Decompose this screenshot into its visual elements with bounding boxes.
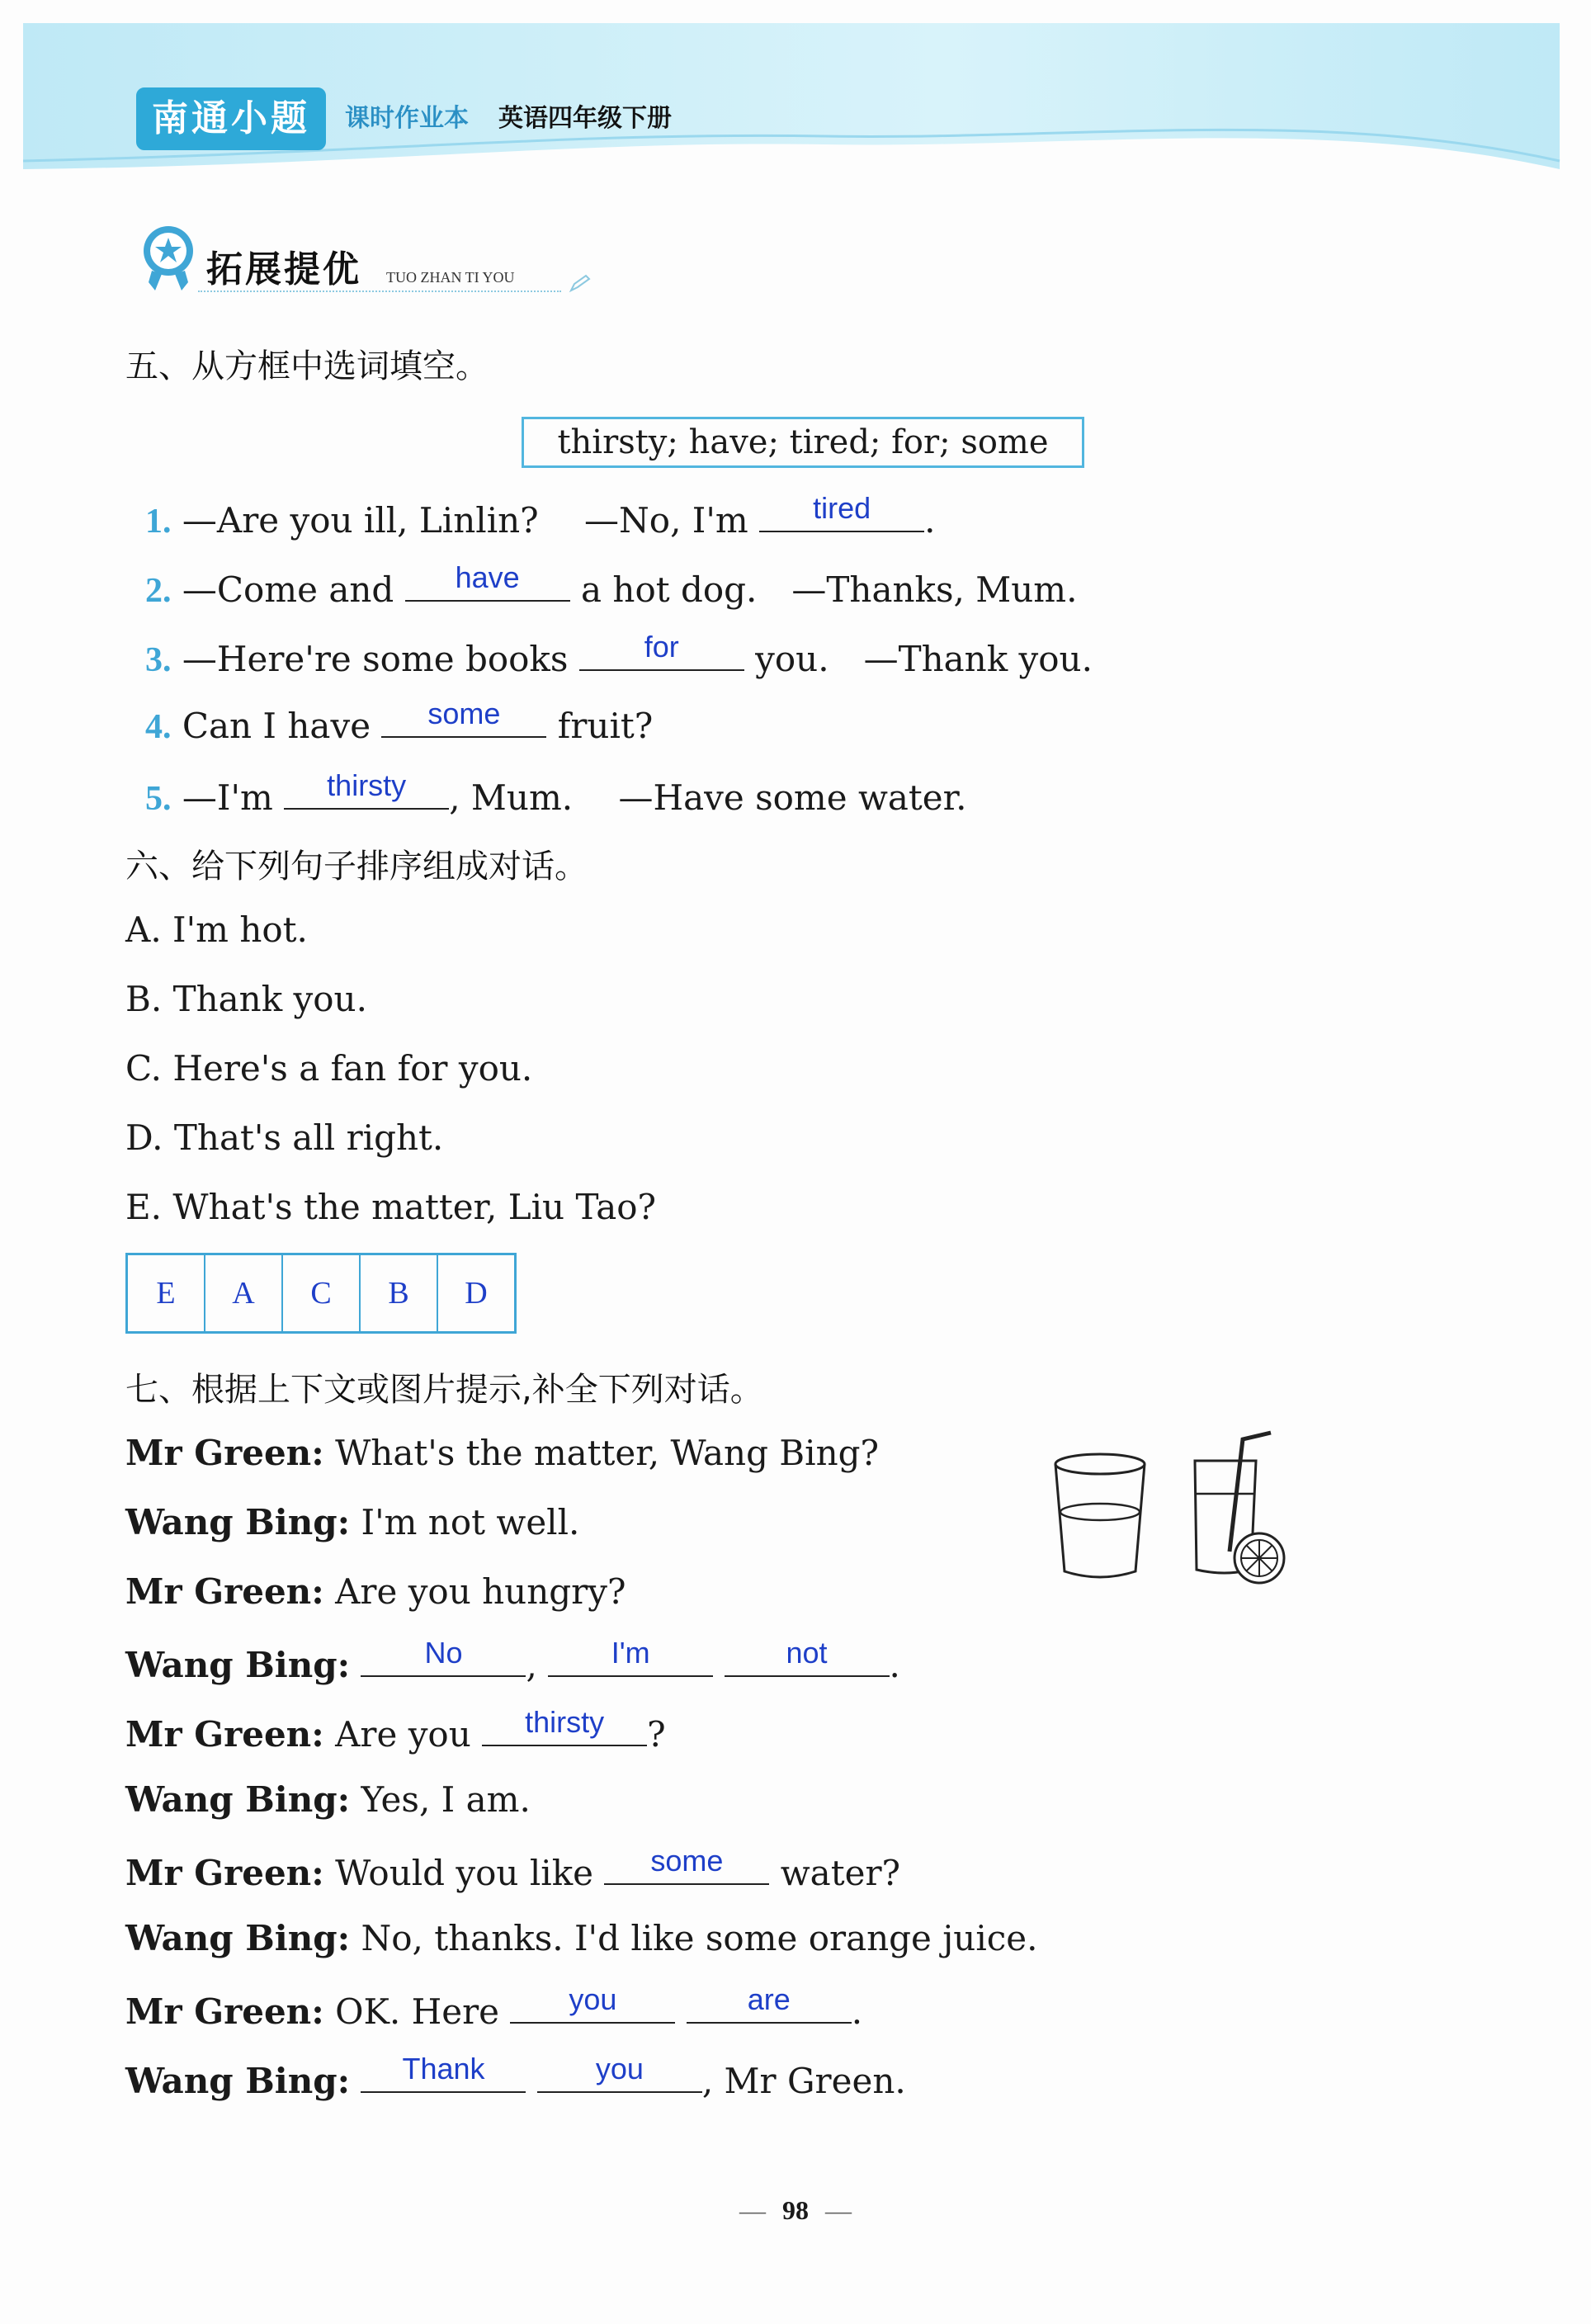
dialogue-text: Are you xyxy=(335,1714,471,1755)
answer-blank[interactable] xyxy=(361,2052,526,2093)
dialogue-line xyxy=(125,1571,626,1612)
answer-blank[interactable] xyxy=(537,2052,702,2093)
section-divider xyxy=(198,290,561,292)
section-title: 拓展提优 xyxy=(206,248,361,290)
q5-item-4 xyxy=(145,697,654,747)
dialogue-text: Yes, I am. xyxy=(361,1779,531,1820)
answer-text: thirsty xyxy=(327,768,407,802)
order-cell[interactable]: D xyxy=(465,1276,488,1311)
speaker-name: Mr Green: xyxy=(125,1714,324,1755)
answer-blank[interactable] xyxy=(361,1636,526,1677)
item-text: —Here're some books xyxy=(182,639,569,679)
speaker-name: Wang Bing: xyxy=(125,1645,351,1685)
answer-text: have xyxy=(455,560,520,594)
item-text: —I'm xyxy=(182,777,273,818)
answer-text: are xyxy=(747,1982,791,2016)
q5-item-2 xyxy=(145,560,1078,612)
dialogue-text: ? xyxy=(647,1714,666,1755)
answer-blank[interactable] xyxy=(604,1844,769,1885)
answer-blank[interactable] xyxy=(687,1982,852,2024)
speaker-name: Mr Green: xyxy=(125,1571,324,1612)
q6-option-d: D. That's all right. xyxy=(125,1117,444,1158)
dialogue-text: water? xyxy=(780,1853,901,1893)
dialogue-line xyxy=(125,1779,531,1820)
dialogue-text: Are you hungry? xyxy=(335,1571,626,1612)
answer-blank[interactable] xyxy=(725,1636,890,1677)
answer-blank[interactable] xyxy=(482,1705,647,1746)
q6-heading: 六、给下列句子排序组成对话。 xyxy=(125,848,588,886)
section-pinyin: TUO ZHAN TI YOU xyxy=(386,269,515,286)
subject-title: 英语四年级下册 xyxy=(498,104,672,133)
answer-text: tired xyxy=(813,491,871,525)
series-name: 课时作业本 xyxy=(345,104,469,133)
item-text: a hot dog. —Thanks, Mum. xyxy=(581,569,1078,610)
brand-logo: 南通小题 xyxy=(136,87,326,150)
order-cell[interactable]: B xyxy=(361,1255,438,1331)
answer-text: you xyxy=(595,2052,644,2085)
dialogue-line xyxy=(125,1844,901,1893)
dialogue-line xyxy=(125,1705,666,1755)
order-cell[interactable]: C xyxy=(283,1255,361,1331)
word-box: thirsty; have; tired; for; some xyxy=(522,417,1084,468)
dialogue-line xyxy=(125,1433,879,1473)
speaker-name: Wang Bing: xyxy=(125,1502,351,1542)
page-header xyxy=(0,0,1591,177)
answer-blank[interactable] xyxy=(510,1982,675,2024)
orange-juice-icon xyxy=(1185,1428,1292,1593)
dialogue-line: Wang Bing: No , I'm not . xyxy=(125,1636,900,1685)
page-number xyxy=(0,2195,1591,2226)
item-text: Can I have xyxy=(182,706,371,746)
dialogue-line xyxy=(125,1502,579,1542)
speaker-name: Wang Bing: xyxy=(125,1918,351,1958)
answer-text: I'm xyxy=(611,1636,650,1670)
answer-blank[interactable] xyxy=(381,697,546,738)
answer-text: you xyxy=(569,1982,617,2016)
dialogue-line xyxy=(125,1918,1038,1958)
order-cell[interactable]: A xyxy=(205,1255,283,1331)
dialogue-line xyxy=(125,1982,863,2032)
item-number: 3. xyxy=(145,641,172,679)
q6-option-a: A. I'm hot. xyxy=(125,909,308,950)
q5-item-1 xyxy=(145,491,936,543)
answer-text: Thank xyxy=(402,2052,485,2085)
item-text: —Are you ill, Linlin? —No, I'm xyxy=(182,500,748,541)
answer-text: for xyxy=(644,630,679,664)
q7-heading: 七、根据上下文或图片提示,补全下列对话。 xyxy=(125,1371,763,1409)
item-number: 4. xyxy=(145,708,172,746)
item-number: 2. xyxy=(145,572,172,610)
pencil-icon xyxy=(568,274,592,294)
star-medal-icon xyxy=(137,223,201,294)
dialogue-text: Would you like xyxy=(335,1853,594,1893)
answer-blank[interactable] xyxy=(759,491,924,532)
answer-blank[interactable] xyxy=(548,1636,713,1677)
dialogue-text: , Mr Green. xyxy=(701,2061,906,2101)
dash: — xyxy=(739,2195,766,2225)
item-number: 1. xyxy=(145,503,172,541)
dash: — xyxy=(825,2195,852,2225)
speaker-name: Wang Bing: xyxy=(125,2061,351,2101)
item-text: —Come and xyxy=(182,569,394,610)
speaker-name: Mr Green: xyxy=(125,1433,324,1473)
page-number-value: 98 xyxy=(782,2195,809,2225)
water-glass-icon xyxy=(1046,1436,1154,1585)
dialogue-text: OK. Here xyxy=(335,1991,500,2032)
answer-order-box xyxy=(125,1253,517,1334)
q5-item-3 xyxy=(145,632,1093,682)
item-text: fruit? xyxy=(557,706,654,746)
speaker-name: Mr Green: xyxy=(125,1853,324,1893)
q6-option-e: E. What's the matter, Liu Tao? xyxy=(125,1187,657,1227)
answer-blank[interactable] xyxy=(579,630,744,671)
speaker-name: Wang Bing: xyxy=(125,1779,351,1820)
q6-option-b: B. Thank you. xyxy=(125,979,367,1019)
q6-option-c: C. Here's a fan for you. xyxy=(125,1048,533,1089)
dialogue-line xyxy=(125,2052,906,2101)
speaker-name: Mr Green: xyxy=(125,1991,324,2032)
dialogue-text: I'm not well. xyxy=(361,1502,580,1542)
answer-text: No xyxy=(424,1636,463,1670)
answer-text: not xyxy=(786,1636,828,1670)
answer-text: thirsty xyxy=(525,1705,605,1739)
answer-blank[interactable] xyxy=(284,768,449,810)
dialogue-text: What's the matter, Wang Bing? xyxy=(335,1433,880,1473)
answer-blank[interactable] xyxy=(405,560,570,602)
dialogue-text: No, thanks. I'd like some orange juice. xyxy=(361,1918,1038,1958)
answer-text: some xyxy=(650,1844,724,1878)
dialogue-text: . xyxy=(851,1991,863,2032)
item-text: you. —Thank you. xyxy=(755,639,1093,679)
order-cell[interactable]: E xyxy=(128,1255,205,1331)
item-text: , Mum. —Have some water. xyxy=(449,777,967,818)
item-text: . xyxy=(924,500,936,541)
q5-item-5 xyxy=(145,768,967,820)
answer-text: some xyxy=(427,697,501,730)
item-number: 5. xyxy=(145,780,172,818)
q5-heading: 五、从方框中选词填空。 xyxy=(125,347,489,385)
